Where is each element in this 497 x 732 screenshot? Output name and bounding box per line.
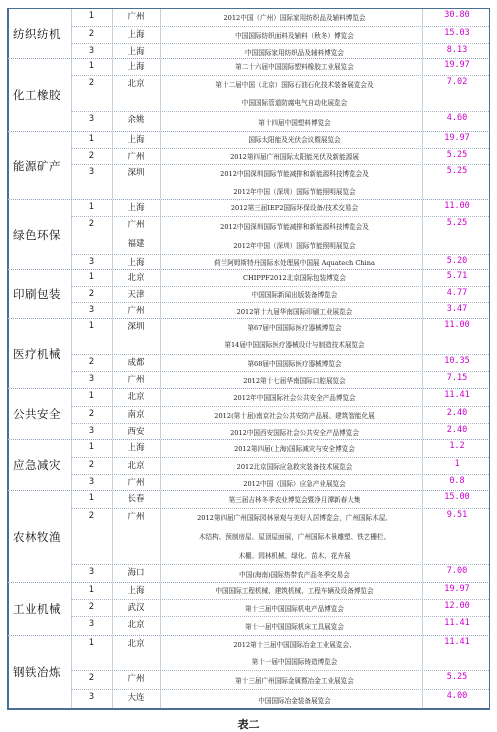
city-cell: 广州 <box>127 478 145 488</box>
city-cell: 广州 <box>127 220 145 230</box>
city-cell: 成都 <box>127 358 145 368</box>
category-group <box>7 59 490 132</box>
exhibition-name <box>167 270 422 286</box>
exhibition-name <box>167 165 422 201</box>
category-group <box>7 491 490 583</box>
category-label: 农林牧渔 <box>13 529 61 544</box>
city-cell: 广州 <box>127 375 145 385</box>
exhibition-name <box>167 355 422 372</box>
exhibition-name-line: 中国国际管道防腐电气自动化展览会 <box>241 99 348 107</box>
table-row <box>71 286 489 303</box>
value-cell: 5.25 <box>446 672 468 682</box>
row-number: 1 <box>88 638 95 648</box>
exhibition-name-line: 2012中国深圳国际节能减排和新能源科技博览会及 <box>220 170 369 178</box>
exhibition-name <box>167 458 422 475</box>
table-row <box>71 200 489 216</box>
table-caption: 表二 <box>237 718 260 731</box>
category-label: 绿色环保 <box>13 227 61 242</box>
exhibition-name-line: 第14届中国国际医疗器械设计与制造技术展览会 <box>224 341 365 350</box>
city-cell: 上海 <box>127 586 145 596</box>
table-row <box>71 148 489 165</box>
value-cell: 10.35 <box>444 356 470 366</box>
city-cell: 深圳 <box>127 322 145 332</box>
exhibition-name-line: 第十二届中国（北京）国际石油石化技术装备展览会及 <box>215 81 374 89</box>
table-row <box>71 216 489 255</box>
city-cell: 北京 <box>127 639 145 649</box>
exhibition-name-line: 第67届中国国际医疗器械博览会 <box>247 323 342 332</box>
city-cell: 上海 <box>127 203 145 213</box>
value-cell: 8.13 <box>446 45 468 55</box>
table-row <box>71 636 489 670</box>
category-group <box>7 440 490 491</box>
exhibition-name-line: 木棚、园林机械、绿化、苗木、花卉展 <box>238 551 351 560</box>
exhibition-name <box>167 424 422 441</box>
row-number: 2 <box>88 151 95 161</box>
category-label: 公共安全 <box>13 407 61 421</box>
table-row <box>71 564 489 584</box>
table-row <box>71 616 489 637</box>
table-row <box>71 423 489 441</box>
category-group <box>7 319 490 389</box>
category-label: 工业机械 <box>13 602 61 616</box>
exhibition-name-line: 2012中国（国际）应急产业展览会 <box>243 479 346 488</box>
exhibition-name <box>167 600 422 617</box>
table-row <box>71 26 489 44</box>
value-cell: 5.20 <box>446 256 468 266</box>
value-cell: 7.02 <box>446 77 468 87</box>
category-group <box>7 583 490 636</box>
value-cell: 4.77 <box>446 288 468 298</box>
table-row <box>71 132 489 148</box>
exhibition-name <box>167 407 422 424</box>
exhibition-name <box>167 217 422 255</box>
category-group <box>7 132 490 200</box>
exhibition-name <box>167 112 422 133</box>
city-cell: 上海 <box>127 258 145 268</box>
row-number: 1 <box>88 442 95 452</box>
exhibition-name <box>167 491 422 508</box>
exhibition-name-line: 2012第十三届中国国际冶金工业展览会、 <box>233 640 356 649</box>
exhibition-name-line: 2012第四届广州国际太阳能光伏及新能源展 <box>230 153 359 161</box>
exhibition-name-line: 国际太阳能及光伏会议暨展览会 <box>248 136 341 144</box>
exhibition-name-line: 2012第三届IEP2国际环保设备/技术交易会 <box>230 204 359 212</box>
exhibition-name <box>167 27 422 44</box>
value-cell: 1.2 <box>449 441 465 451</box>
exhibition-name-line: 2012中国西安国际社会公共安全产品博览会 <box>230 428 359 437</box>
row-number: 2 <box>88 511 95 521</box>
value-cell: 1 <box>454 459 460 469</box>
value-cell: 2.40 <box>446 425 468 435</box>
city-cell: 广州 <box>127 674 145 684</box>
city-cell: 北京 <box>127 461 145 471</box>
exhibition-name-line: 第二十六届中国国际塑料橡胶工业展览会 <box>235 63 354 71</box>
exhibition-name-line: 2012第十九届华南国际印刷工业展览会 <box>236 307 353 316</box>
value-cell: 15.03 <box>444 28 470 38</box>
value-cell: 9.51 <box>446 510 468 520</box>
value-cell: 30.80 <box>444 10 470 20</box>
city-cell: 大连 <box>127 693 145 703</box>
value-cell: 2.40 <box>446 408 468 418</box>
city-cell: 上海 <box>127 47 145 57</box>
value-cell: 12.00 <box>444 601 470 611</box>
row-number: 1 <box>88 61 95 71</box>
table-row <box>71 302 489 320</box>
exhibition-name <box>167 475 422 492</box>
city-cell: 上海 <box>127 30 145 40</box>
value-cell: 11.00 <box>444 320 470 330</box>
city-cell: 深圳 <box>127 168 145 178</box>
exhibition-name-line: 第十三届中国国际机电产品博览会 <box>245 604 344 613</box>
city-cell: 北京 <box>127 79 145 89</box>
table-row <box>71 389 489 406</box>
category-group <box>7 636 490 710</box>
exhibition-name <box>167 509 422 565</box>
exhibition-name-line: 2012北京国际应急救灾装备技术展览会 <box>236 462 353 471</box>
category-label: 钢铁冶炼 <box>13 665 61 679</box>
table-row <box>71 254 489 271</box>
value-cell: 3.47 <box>446 304 468 314</box>
table-row <box>71 111 489 133</box>
exhibition-name-line: 2012(第十届)南京社会公共安防产品展、建筑智能化展 <box>214 411 375 420</box>
category-label: 能源矿产 <box>13 158 61 173</box>
category-label: 印刷包装 <box>13 287 61 301</box>
table-row <box>71 75 489 112</box>
row-number: 2 <box>88 409 95 419</box>
row-number: 2 <box>88 289 95 299</box>
row-number: 2 <box>88 673 95 683</box>
exhibition-name-line: 第十一届中国国际铸造博览会 <box>251 657 338 666</box>
value-cell: 5.25 <box>446 166 468 176</box>
value-cell: 11.41 <box>444 618 470 628</box>
city-cell: 长春 <box>127 494 145 504</box>
value-cell: 19.97 <box>444 584 470 594</box>
exhibition-name-line: 中国国际工程机械、建筑机械、工程车辆及设备博览会 <box>215 587 374 595</box>
row-number: 3 <box>88 477 95 487</box>
category-label: 应急减灾 <box>13 458 61 472</box>
table-row <box>71 599 489 617</box>
value-cell: 4.60 <box>446 113 468 123</box>
table-row <box>71 583 489 599</box>
exhibition-name-line: 第三届吉林冬季农业博览会暨净月潭新春大集 <box>228 495 361 504</box>
city-cell: 福建 <box>127 239 145 249</box>
exhibition-name-line: 2012中国（广州）国际家用纺织品及辅料博览会 <box>223 13 366 22</box>
row-number: 3 <box>88 426 95 436</box>
exhibition-name <box>167 319 422 354</box>
city-cell: 海口 <box>127 568 145 578</box>
exhibition-name-line: 中国国际冶金装备展览会 <box>258 696 331 705</box>
row-number: 3 <box>88 305 95 315</box>
city-cell: 天津 <box>127 290 145 300</box>
exhibition-name <box>167 9 422 26</box>
category-group <box>7 200 490 270</box>
table-row <box>71 354 489 372</box>
row-number: 1 <box>88 585 95 595</box>
row-number: 1 <box>88 321 95 331</box>
row-number: 3 <box>88 257 95 267</box>
exhibition-name-line: 2012第四届(上海)国际减灾与安全博览会 <box>234 444 355 453</box>
exhibition-name-line: 2012第四届广州国际园林景观与美好人居博览会，广州国际木屋、 <box>197 514 392 523</box>
value-cell: 11.41 <box>444 637 470 647</box>
value-cell: 7.00 <box>446 566 468 576</box>
city-cell: 上海 <box>127 62 145 72</box>
city-cell: 广州 <box>127 152 145 162</box>
row-number: 1 <box>88 493 95 503</box>
value-cell: 4.00 <box>446 691 468 701</box>
row-number: 3 <box>88 692 95 702</box>
exhibition-name-line: CHIPPF2012北京国际包装博览会 <box>243 274 346 282</box>
exhibition-name <box>167 671 422 690</box>
table-row <box>71 59 489 75</box>
table-row <box>71 491 489 508</box>
city-cell: 北京 <box>127 273 145 283</box>
value-cell: 11.41 <box>444 390 470 400</box>
table-row <box>71 164 489 201</box>
category-label: 化工橡胶 <box>13 88 61 102</box>
exhibition-name <box>167 617 422 637</box>
exhibition-name <box>167 255 422 271</box>
exhibition-name-line: 2012年中国（深圳）国际节能照明展览会 <box>233 241 356 250</box>
exhibition-name-line: 2012中国深圳国际节能减排和新能源科技博览会及 <box>220 222 369 231</box>
exhibition-name <box>167 132 422 148</box>
city-cell: 广州 <box>127 512 145 522</box>
value-cell: 19.97 <box>444 60 470 70</box>
table-row <box>71 689 489 711</box>
exhibition-name <box>167 690 422 711</box>
table-row <box>71 508 489 565</box>
row-number: 1 <box>88 391 95 401</box>
city-cell: 余姚 <box>127 115 145 125</box>
city-cell: 上海 <box>127 135 145 145</box>
table-row <box>71 371 489 390</box>
exhibition-name-line: 中国国际纺织面料及辅料（秋冬）博览会 <box>235 31 354 40</box>
exhibition-name <box>167 389 422 406</box>
category-group <box>7 270 490 319</box>
table-row <box>71 9 489 26</box>
table-row <box>71 440 489 457</box>
city-cell: 西安 <box>127 427 145 437</box>
exhibition-name-line: 第十四届中国塑料博览会 <box>258 118 331 127</box>
exhibition-name <box>167 372 422 390</box>
exhibition-name-line: 中国国际新闻出版装备博览会 <box>251 291 338 299</box>
exhibition-name-line: 第68届中国国际医疗器械博览会 <box>247 359 342 368</box>
exhibition-name <box>167 636 422 670</box>
exhibition-name-line: 中国国际家用纺织品及辅料博览会 <box>245 48 344 57</box>
exhibition-name <box>167 200 422 216</box>
exhibition-name-line: 2012年中国国际社会公共安全产品博览会 <box>233 393 356 402</box>
exhibition-name <box>167 59 422 75</box>
table-row <box>71 319 489 354</box>
exhibition-name-line: 第十一届中国国际机床工具展览会 <box>245 623 344 631</box>
city-cell: 广州 <box>127 12 145 22</box>
row-number: 2 <box>88 29 95 39</box>
value-cell: 19.97 <box>444 133 470 143</box>
exhibition-name-line: 中国(海南)国际热带农产品冬季交易会 <box>239 570 350 579</box>
row-number: 3 <box>88 374 95 384</box>
row-number: 1 <box>88 272 95 282</box>
exhibition-name <box>167 287 422 303</box>
city-cell: 北京 <box>127 620 145 630</box>
table-row <box>71 270 489 286</box>
row-number: 3 <box>88 619 95 629</box>
table-row <box>71 406 489 424</box>
exhibition-name <box>167 440 422 457</box>
city-cell: 广州 <box>127 306 145 316</box>
row-number: 3 <box>88 167 95 177</box>
row-number: 1 <box>88 11 95 21</box>
exhibition-name-line: 木结构、预制房屋、屋顶屋面展，广州国际木景雕塑、铁艺栅栏、 <box>198 532 391 541</box>
value-cell: 0.8 <box>449 476 465 486</box>
category-group <box>7 8 490 59</box>
row-number: 3 <box>88 46 95 56</box>
exhibition-name-line: 第十三届广州国际金属暨冶金工业展览会 <box>235 676 354 685</box>
exhibition-name-line: 荷兰阿姆斯特丹国际水处理展中国展 Aquatech China <box>214 259 375 267</box>
exhibition-table <box>7 8 490 710</box>
value-cell: 5.25 <box>446 150 468 160</box>
category-label: 医疗机械 <box>13 346 61 361</box>
exhibition-name <box>167 583 422 599</box>
row-number: 2 <box>88 219 95 229</box>
exhibition-name <box>167 565 422 584</box>
row-number: 2 <box>88 357 95 367</box>
table-row <box>71 457 489 475</box>
row-number: 1 <box>88 202 95 212</box>
city-cell: 武汉 <box>127 603 145 613</box>
value-cell: 15.00 <box>444 492 470 502</box>
category-label: 纺织纺机 <box>13 26 61 41</box>
value-cell: 5.71 <box>446 271 468 281</box>
exhibition-name-line: 2012年中国（深圳）国际节能照明展览会 <box>233 188 356 196</box>
exhibition-name <box>167 76 422 112</box>
city-cell: 南京 <box>127 410 145 420</box>
row-number: 1 <box>88 134 95 144</box>
row-number: 3 <box>88 114 95 124</box>
row-number: 2 <box>88 460 95 470</box>
city-cell: 上海 <box>127 443 145 453</box>
row-number: 2 <box>88 78 95 88</box>
row-number: 3 <box>88 567 95 577</box>
table-row <box>71 474 489 492</box>
value-cell: 5.25 <box>446 218 468 228</box>
exhibition-name <box>167 303 422 320</box>
category-group <box>7 389 490 440</box>
city-cell: 北京 <box>127 392 145 402</box>
value-cell: 11.00 <box>444 201 470 211</box>
row-number: 2 <box>88 602 95 612</box>
table-row <box>71 670 489 690</box>
value-cell: 7.15 <box>446 373 468 383</box>
exhibition-name-line: 2012第十七届华南国际口腔展览会 <box>243 377 346 385</box>
exhibition-name <box>167 149 422 165</box>
